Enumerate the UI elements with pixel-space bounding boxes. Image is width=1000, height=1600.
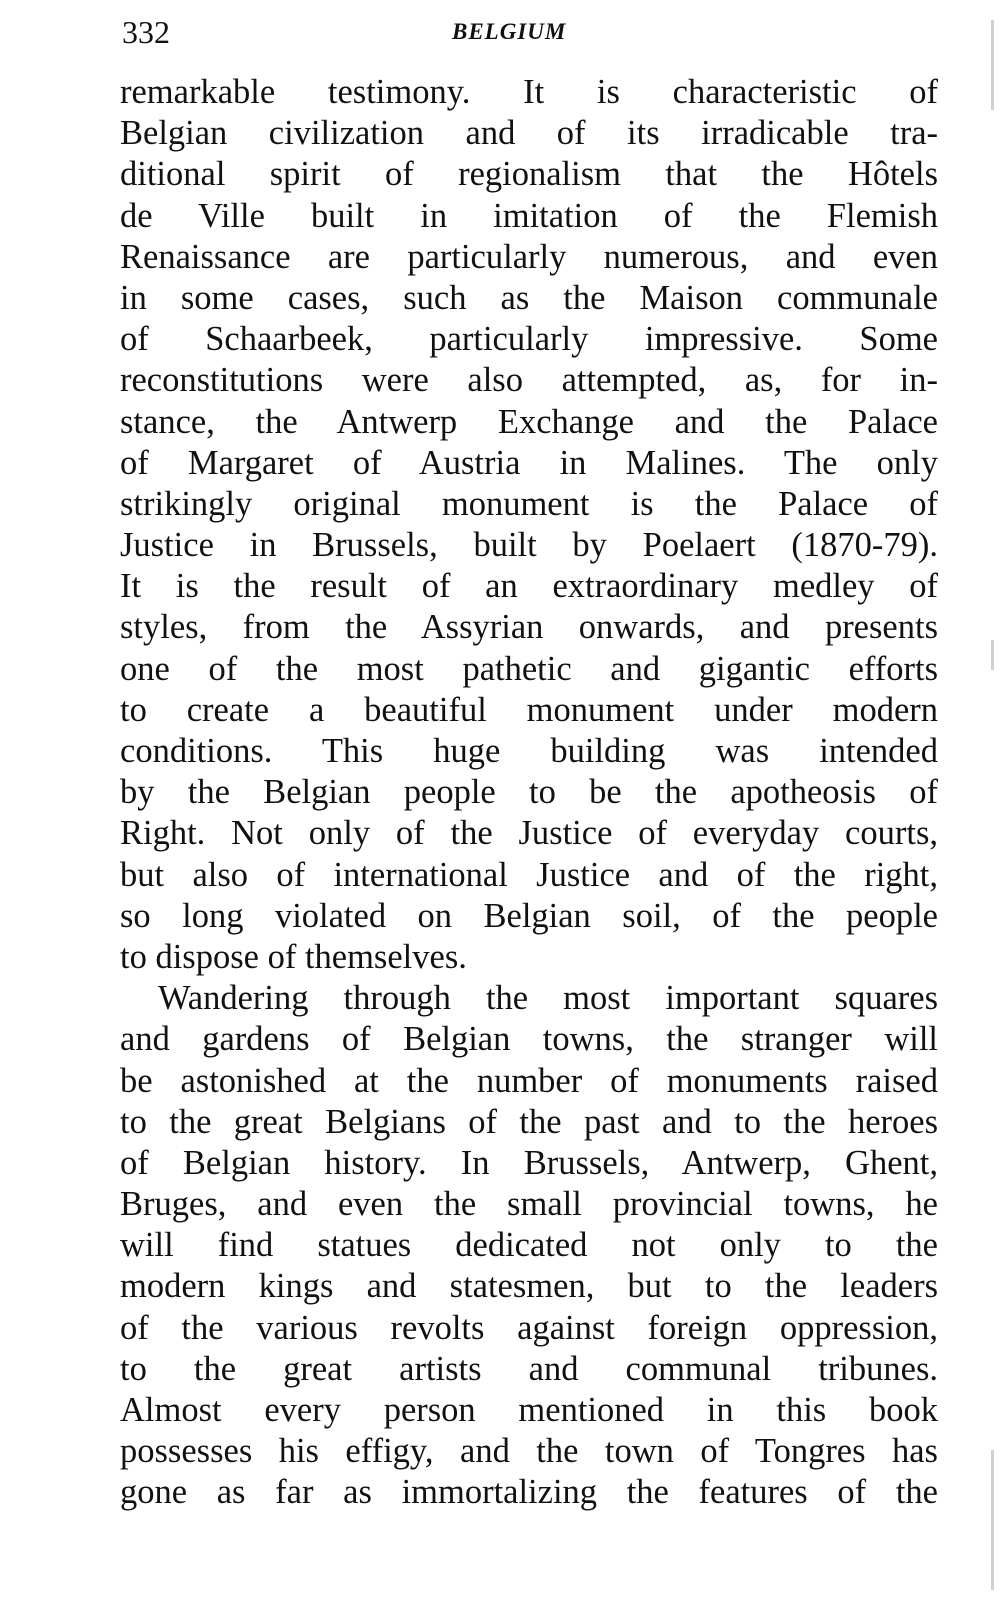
text-line: strikingly original monument is the Palace of [120,484,938,523]
text-line: reconstitutions were also attempted, as, for in- [120,361,938,400]
text-line: stance, the Antwerp Exchange and the Palace [120,402,938,441]
text-line: gone as far as immortalizing the features of the [120,1473,938,1512]
text-line: possesses his effigy, and the town of Tongres has [120,1432,938,1471]
text-line: Renaissance are particularly numerous, and even [120,237,938,276]
text-line: de Ville built in imitation of the Flemish [120,196,938,235]
text-line: but also of international Justice and of the right, [120,855,938,894]
text-line: remarkable testimony. It is characteristic of [120,73,938,111]
text-line: will find statues dedicated not only to the [120,1226,938,1265]
text-line: to the great artists and communal tribunes. [120,1349,938,1388]
text-line: styles, from the Assyrian onwards, and presents [120,608,938,647]
paragraph [120,72,938,978]
text-line: Belgian civilization and of its irradicable tra- [120,114,938,153]
text-line: modern kings and statesmen, but to the leaders [120,1267,938,1306]
running-head [122,12,936,52]
text-line: of Margaret of Austria in Malines. The only [120,443,938,482]
text-line: Justice in Brussels, built by Poelaert (1870-79). [120,526,938,565]
text-line: conditions. This huge building was intended [120,732,938,770]
scan-edge-mark [991,20,994,110]
text-line: Almost every person mentioned in this book [120,1391,938,1429]
text-line: to the great Belgians of the past and to the heroes [120,1102,938,1141]
text-line: of Schaarbeek, particularly impressive. Some [120,320,938,359]
scan-edge-mark [991,1450,994,1590]
text-line: so long violated on Belgian soil, of the people [120,896,938,935]
body-text [120,72,938,1514]
text-line: to create a beautiful monument under modern [120,690,938,729]
text-line: Wandering through the most important squares [158,979,938,1018]
text-line: one of the most pathetic and gigantic efforts [120,649,938,688]
running-title: BELGIUM [452,19,567,44]
text-line: and gardens of Belgian towns, the stranger will [120,1020,938,1059]
text-line: of Belgian history. In Brussels, Antwerp, Ghent, [120,1143,938,1182]
text-line: be astonished at the number of monuments raised [120,1061,938,1100]
text-line: Bruges, and even the small provincial towns, he [120,1185,938,1224]
page-number: 332 [122,14,170,50]
text-line: of the various revolts against foreign oppression, [120,1308,938,1347]
scan-edge-mark [991,640,994,670]
text-line: in some cases, such as the Maison communale [120,278,938,317]
text-line: by the Belgian people to be the apotheosis of [120,773,938,812]
text-line: It is the result of an extraordinary medley of [120,567,938,606]
text-line: to dispose of themselves. [120,937,467,976]
paragraph [120,978,938,1513]
text-line: Right. Not only of the Justice of everyday courts, [120,814,938,853]
text-line: ditional spirit of regionalism that the Hôtels [120,155,938,194]
